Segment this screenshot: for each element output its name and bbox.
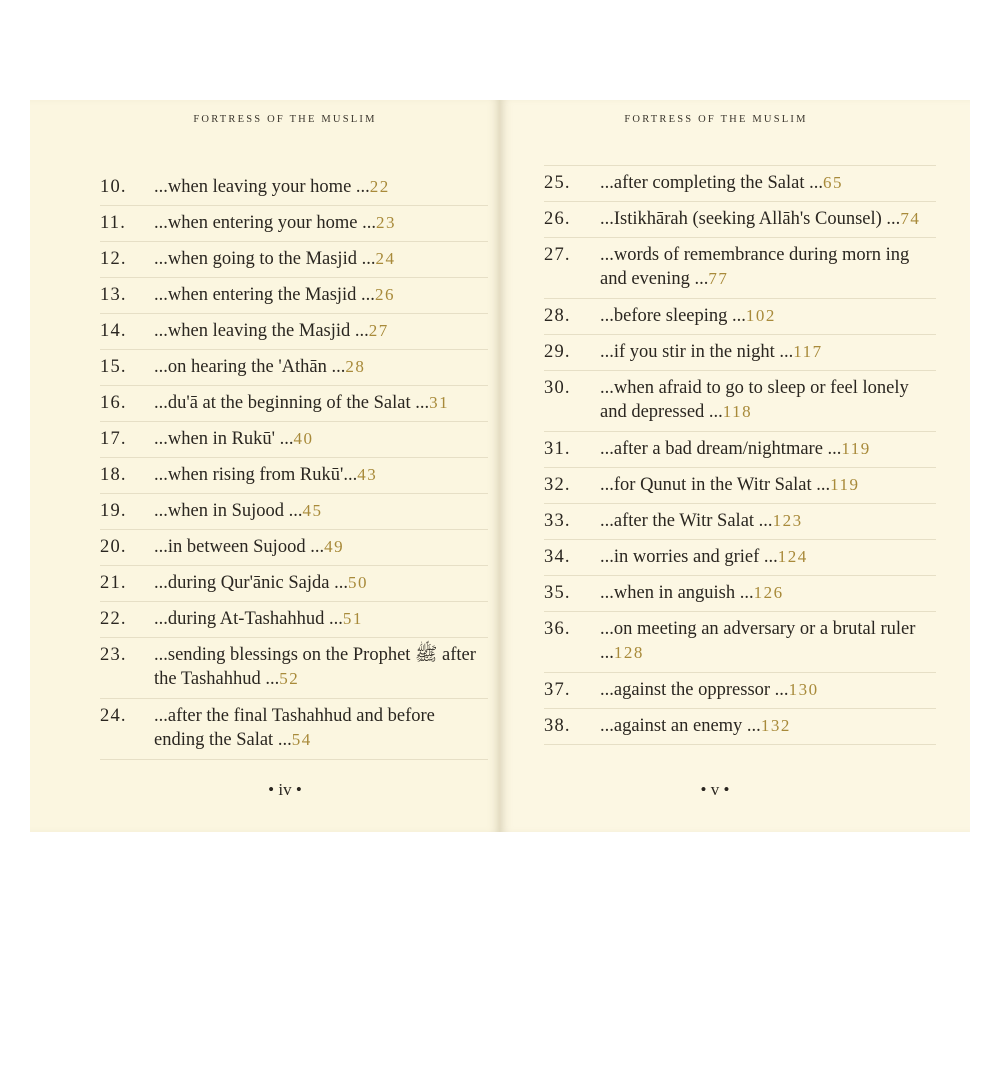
toc-entry	[100, 350, 488, 386]
entry-number: 34.	[544, 547, 571, 567]
entry-title: ...when entering your home ...23	[154, 213, 396, 233]
entry-page: 45	[302, 501, 323, 520]
toc-entry	[544, 238, 936, 299]
entry-page: 130	[788, 680, 819, 699]
entry-number: 11.	[100, 213, 127, 233]
entry-page: 119	[841, 439, 871, 458]
entry-number: 17.	[100, 429, 127, 449]
toc-entry	[544, 540, 936, 576]
toc-entry	[544, 709, 936, 745]
left-page	[30, 100, 500, 832]
entry-number: 14.	[100, 321, 127, 341]
entry-page: 49	[324, 537, 345, 556]
entry-page: 117	[793, 342, 823, 361]
entry-title: ...sending blessings on the Prophet ﷺ after the Tashahhud ...52	[154, 645, 476, 689]
entry-title: ...Istikhārah (seeking Allāh's Counsel) ...74	[600, 209, 921, 229]
entry-title: ...when entering the Masjid ...26	[154, 285, 395, 305]
entry-page: 31	[429, 393, 450, 412]
entry-title: ...on meeting an adversary or a brutal ruler ...128	[600, 619, 916, 663]
toc-entry	[544, 432, 936, 468]
entry-title: ...when in anguish ...126	[600, 583, 784, 603]
book-spread	[30, 100, 970, 832]
entry-number: 20.	[100, 537, 127, 557]
toc-list	[544, 165, 936, 745]
entry-title: ...after the final Tashahhud and before ending the Salat ...54	[154, 706, 435, 750]
running-header: FORTRESS OF THE MUSLIM	[193, 114, 377, 125]
entry-page: 40	[293, 429, 314, 448]
entry-page: 54	[291, 730, 312, 749]
entry-title: ...after completing the Salat ...65	[600, 173, 843, 193]
entry-title: ...during Qur'ānic Sajda ...50	[154, 573, 368, 593]
toc-list	[100, 170, 488, 760]
entry-title: ...in worries and grief ...124	[600, 547, 808, 567]
toc-entry	[544, 612, 936, 673]
entry-number: 37.	[544, 680, 571, 700]
toc-entry	[544, 299, 936, 335]
page-number: • iv •	[268, 780, 302, 799]
entry-number: 35.	[544, 583, 571, 603]
entry-title: ...when afraid to go to sleep or feel lonely and depressed ...118	[600, 378, 909, 422]
entry-title: ...during At-Tashahhud ...51	[154, 609, 363, 629]
entry-number: 36.	[544, 619, 571, 639]
entry-number: 31.	[544, 439, 571, 459]
entry-page: 22	[369, 177, 390, 196]
toc-entry	[100, 566, 488, 602]
entry-number: 38.	[544, 716, 571, 736]
entry-number: 15.	[100, 357, 127, 377]
toc-entry	[544, 576, 936, 612]
toc-entry	[100, 386, 488, 422]
entry-title: ...against the oppressor ...130	[600, 680, 819, 700]
entry-number: 25.	[544, 173, 571, 193]
entry-title: ...words of remembrance during morn ing and evening ...77	[600, 245, 910, 289]
entry-page: 102	[745, 306, 776, 325]
entry-title: ...before sleeping ...102	[600, 306, 776, 326]
toc-entry	[544, 504, 936, 540]
entry-number: 24.	[100, 706, 127, 726]
toc-entry	[100, 314, 488, 350]
entry-page: 118	[722, 402, 753, 421]
toc-entry	[544, 202, 936, 238]
entry-page: 128	[613, 643, 644, 662]
entry-page: 24	[375, 249, 396, 268]
entry-number: 28.	[544, 306, 571, 326]
entry-number: 10.	[100, 177, 127, 197]
entry-page: 51	[342, 609, 363, 628]
toc-entry	[100, 422, 488, 458]
entry-page: 126	[753, 583, 784, 602]
entry-page: 43	[357, 465, 378, 484]
entry-page: 27	[368, 321, 389, 340]
entry-number: 26.	[544, 209, 571, 229]
right-page	[500, 100, 970, 832]
toc-entry	[100, 278, 488, 314]
entry-number: 21.	[100, 573, 127, 593]
toc-entry	[100, 602, 488, 638]
entry-title: ...when in Sujood ...45	[154, 501, 323, 521]
entry-page: 119	[830, 475, 860, 494]
entry-title: ...when leaving your home ...22	[154, 177, 390, 197]
entry-title: ...du'ā at the beginning of the Salat ...31	[154, 393, 450, 413]
entry-title: ...for Qunut in the Witr Salat ...119	[600, 475, 860, 495]
entry-page: 65	[822, 173, 843, 192]
toc-entry	[100, 530, 488, 566]
entry-number: 19.	[100, 501, 127, 521]
entry-page: 23	[375, 213, 396, 232]
entry-title: ...after the Witr Salat ...123	[600, 511, 803, 531]
entry-number: 18.	[100, 465, 127, 485]
toc-entry	[544, 166, 936, 202]
toc-entry	[100, 638, 488, 699]
entry-number: 22.	[100, 609, 127, 629]
entry-page: 26	[374, 285, 395, 304]
entry-title: ...when in Rukū' ...40	[154, 429, 314, 449]
entry-number: 27.	[544, 245, 571, 265]
entry-title: ...when leaving the Masjid ...27	[154, 321, 389, 341]
toc-entry	[100, 170, 488, 206]
entry-number: 23.	[100, 645, 127, 665]
toc-entry	[544, 468, 936, 504]
entry-title: ...against an enemy ...132	[600, 716, 791, 736]
toc-entry	[544, 371, 936, 432]
entry-title: ...on hearing the 'Athān ...28	[154, 357, 366, 377]
entry-page: 52	[279, 669, 300, 688]
toc-entry	[100, 242, 488, 278]
entry-number: 16.	[100, 393, 127, 413]
entry-page: 28	[345, 357, 366, 376]
entry-page: 124	[777, 547, 808, 566]
entry-page: 123	[772, 511, 803, 530]
entry-number: 29.	[544, 342, 571, 362]
entry-number: 33.	[544, 511, 571, 531]
entry-page: 77	[708, 269, 729, 288]
entry-page: 74	[900, 209, 921, 228]
entry-title: ...when going to the Masjid ...24	[154, 249, 396, 269]
toc-entry	[100, 206, 488, 242]
entry-title: ...in between Sujood ...49	[154, 537, 345, 557]
entry-page: 132	[760, 716, 791, 735]
toc-entry	[100, 494, 488, 530]
page-number: • v •	[700, 780, 730, 799]
entry-number: 13.	[100, 285, 127, 305]
entry-title: ...if you stir in the night ...117	[600, 342, 823, 362]
toc-entry	[100, 458, 488, 494]
toc-entry	[100, 699, 488, 760]
running-header: FORTRESS OF THE MUSLIM	[624, 114, 808, 125]
entry-title: ...after a bad dream/nightmare ...119	[600, 439, 871, 459]
entry-title: ...when rising from Rukū'...43	[154, 465, 378, 485]
entry-page: 50	[347, 573, 368, 592]
toc-entry	[544, 335, 936, 371]
entry-number: 32.	[544, 475, 571, 495]
entry-number: 30.	[544, 378, 571, 398]
toc-entry	[544, 673, 936, 709]
entry-number: 12.	[100, 249, 127, 269]
